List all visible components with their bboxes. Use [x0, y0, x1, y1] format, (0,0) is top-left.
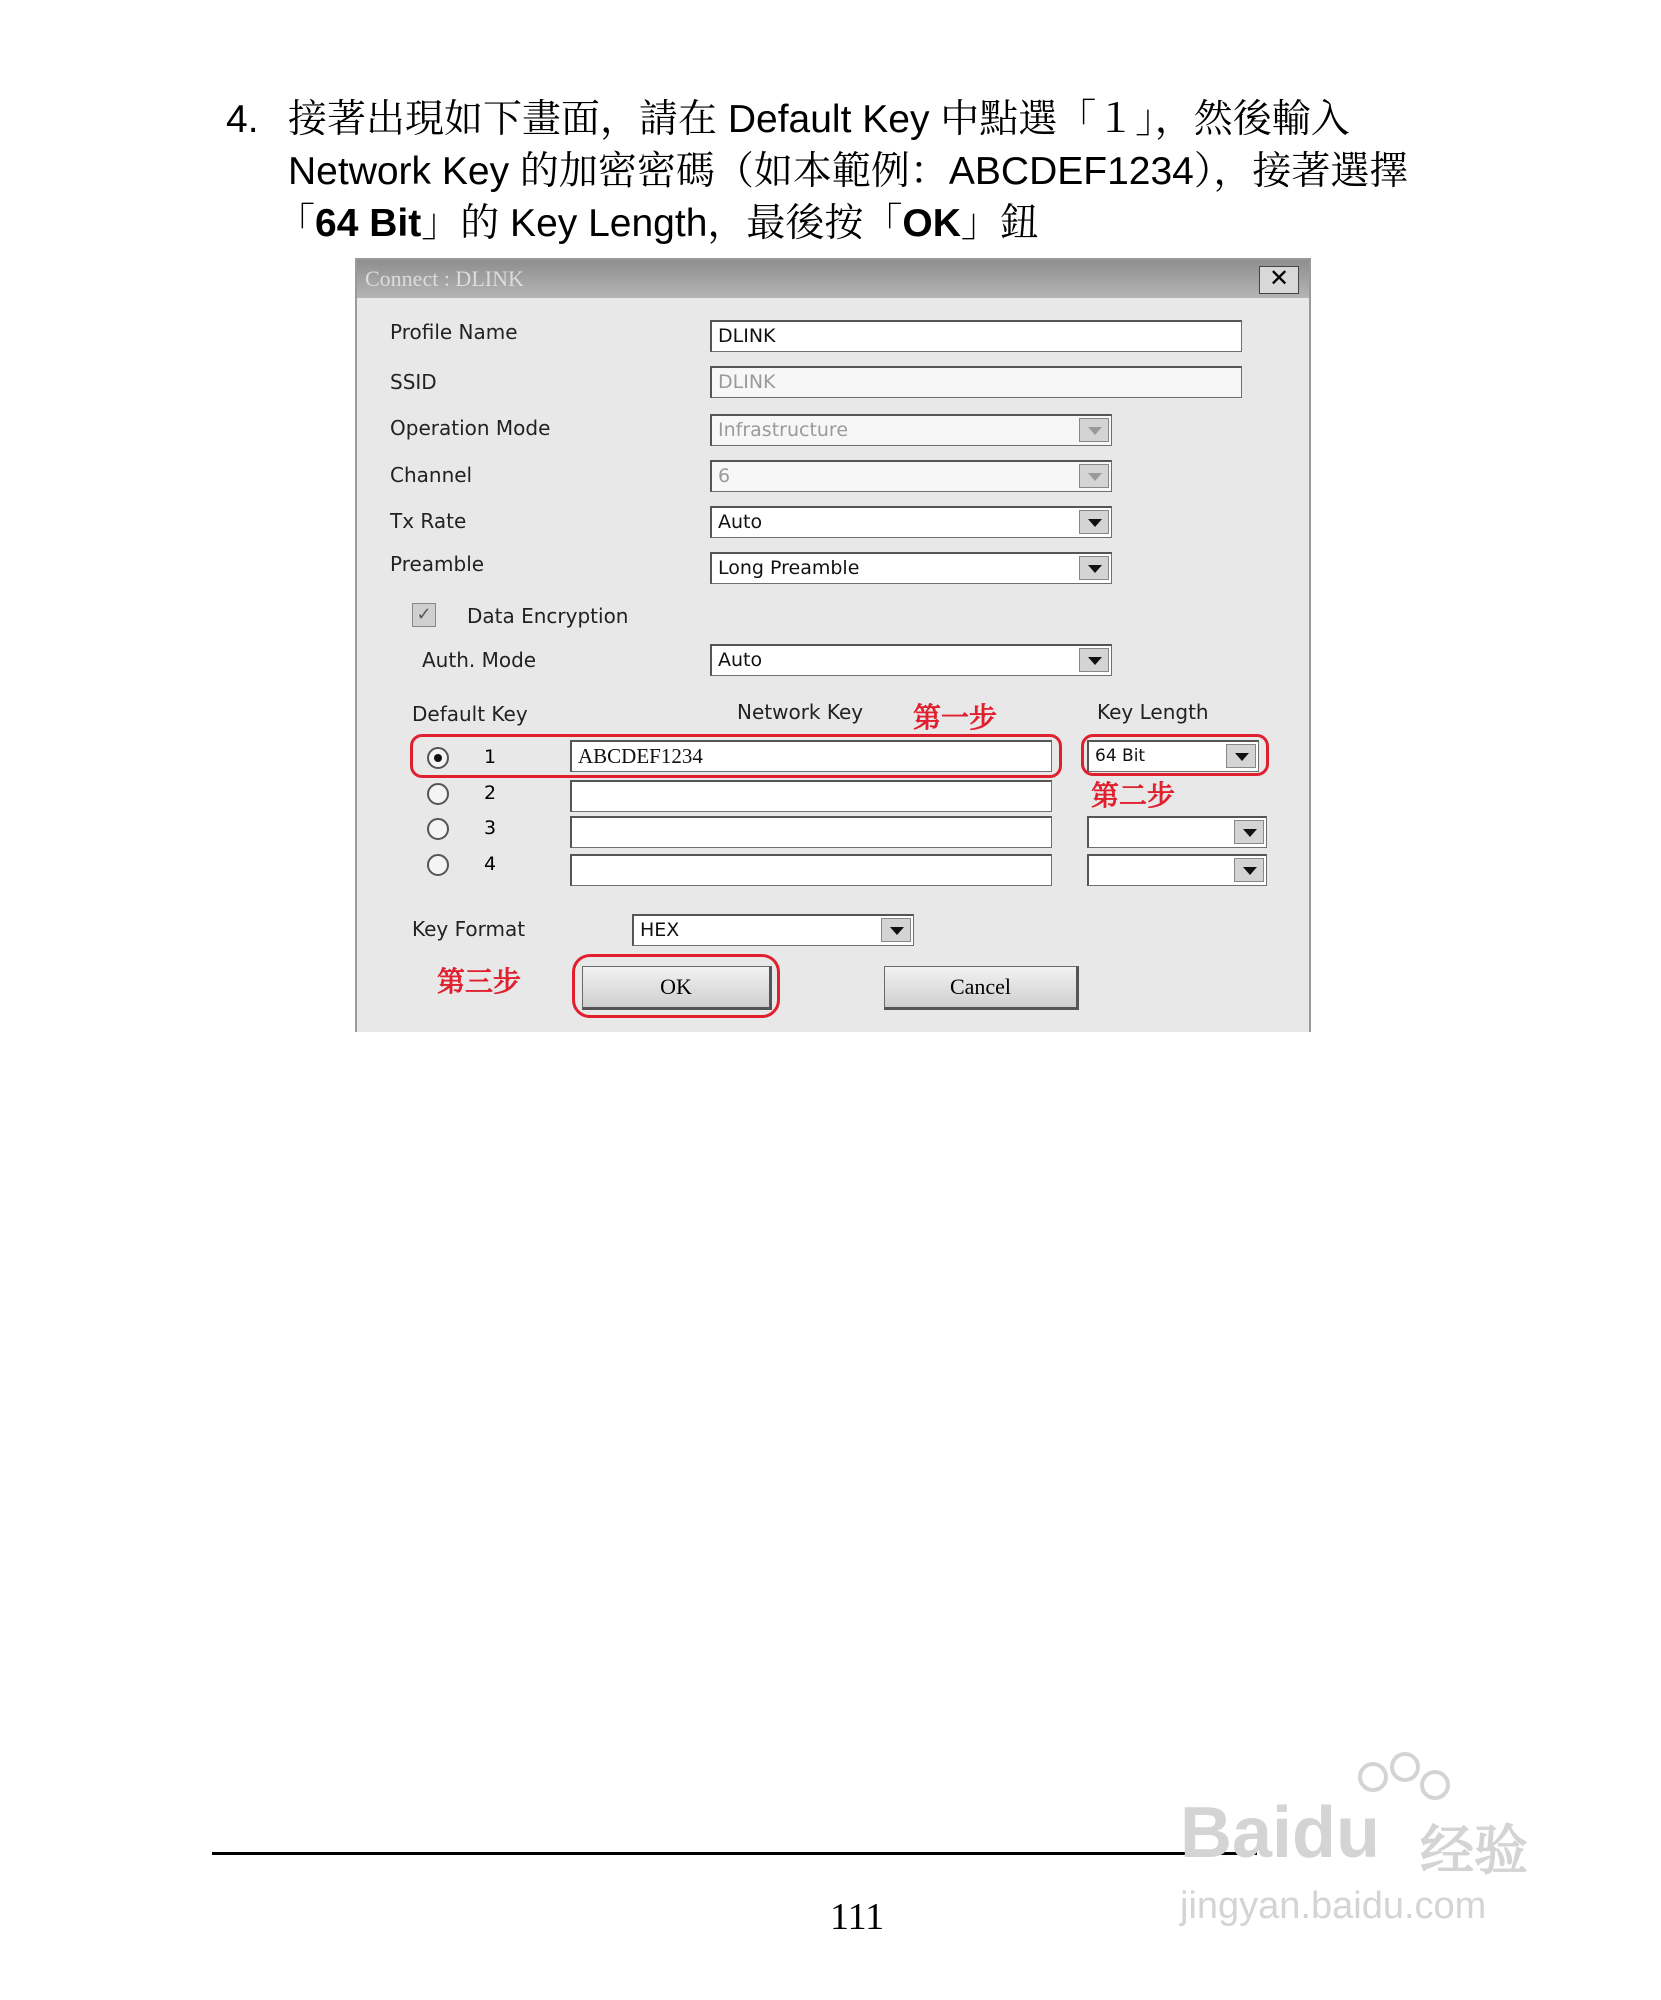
key-3-radio[interactable]	[427, 818, 449, 840]
ssid-label: SSID	[390, 370, 437, 394]
chevron-down-icon[interactable]	[1234, 820, 1264, 844]
chevron-down-icon[interactable]	[1079, 648, 1109, 672]
network-key-4-field[interactable]	[570, 854, 1052, 886]
network-key-3-field[interactable]	[570, 816, 1052, 848]
profile-name-label: Profile Name	[390, 320, 518, 344]
dialog-titlebar	[357, 260, 1309, 298]
watermark-url: jingyan.baidu.com	[1180, 1885, 1487, 1927]
step1-highlight	[410, 734, 1062, 778]
network-key-1-field[interactable]: ABCDEF1234	[570, 740, 1052, 772]
watermark-product: 经验	[1420, 1821, 1528, 1881]
step1-annotation: 第一步	[913, 701, 998, 734]
paw-icon	[1390, 1752, 1420, 1782]
auth-mode-value: Auto	[718, 649, 763, 671]
chevron-down-icon	[1079, 464, 1109, 488]
ssid-field: DLINK	[710, 366, 1242, 398]
chevron-down-icon[interactable]	[1079, 556, 1109, 580]
chevron-down-icon[interactable]	[881, 918, 911, 942]
key-length-4-select[interactable]	[1087, 854, 1267, 886]
key-4-radio[interactable]	[427, 854, 449, 876]
dialog-title: Connect : DLINK	[365, 266, 524, 291]
key-4-index: 4	[484, 853, 497, 875]
channel-label: Channel	[390, 463, 473, 487]
step2-annotation: 第二步	[1091, 779, 1176, 812]
preamble-value: Long Preamble	[718, 557, 860, 579]
connect-dialog	[355, 258, 1311, 1032]
key-format-value: HEX	[640, 919, 680, 941]
bold-64-bit: 64 Bit	[315, 202, 422, 245]
tx-rate-value: Auto	[718, 511, 763, 533]
chevron-down-icon	[1079, 418, 1109, 442]
chevron-down-icon[interactable]	[1079, 510, 1109, 534]
default-key-label: Default Key	[412, 702, 528, 726]
key-2-radio[interactable]	[427, 783, 449, 805]
tx-rate-select[interactable]	[710, 506, 1112, 538]
paw-icon	[1358, 1762, 1388, 1792]
channel-value: 6	[718, 465, 731, 487]
data-encryption-checkbox[interactable]: ✓	[412, 603, 436, 627]
footer-rule	[212, 1852, 1257, 1855]
data-encryption-label: Data Encryption	[467, 604, 629, 628]
profile-name-field[interactable]: DLINK	[710, 320, 1242, 352]
preamble-select[interactable]	[710, 552, 1112, 584]
network-key-label: Network Key	[737, 700, 864, 724]
key-length-1-value: 64 Bit	[1095, 746, 1146, 766]
instruction-line-1: 接著出現如下畫面，請在 Default Key 中點選「１」，然後輸入	[288, 98, 1350, 141]
step3-annotation: 第三步	[437, 965, 522, 998]
instruction-line-2: Network Key 的加密密碼（如本範例：ABCDEF1234），接著選擇	[288, 150, 1409, 193]
key-2-index: 2	[484, 782, 497, 804]
preamble-label: Preamble	[390, 552, 485, 576]
step3-highlight	[572, 954, 780, 1018]
cancel-button[interactable]: Cancel	[884, 966, 1079, 1010]
tx-rate-label: Tx Rate	[390, 509, 467, 533]
key-3-index: 3	[484, 817, 497, 839]
operation-mode-select	[710, 414, 1112, 446]
page-number: 111	[830, 1896, 885, 1938]
instruction-line-3: 「64 Bit」的 Key Length，最後按「OK」鈕	[276, 202, 1039, 245]
channel-select	[710, 460, 1112, 492]
key-length-label: Key Length	[1097, 700, 1209, 724]
key-1-index: 1	[484, 746, 497, 768]
ok-button[interactable]: OK	[582, 966, 772, 1010]
step-number: 4.	[226, 98, 259, 141]
key-format-select[interactable]	[632, 914, 914, 946]
operation-mode-value: Infrastructure	[718, 419, 849, 441]
close-button[interactable]: ✕	[1259, 266, 1299, 294]
paw-icon	[1420, 1770, 1450, 1800]
bold-ok: OK	[902, 202, 961, 245]
step2-highlight	[1081, 734, 1269, 776]
operation-mode-label: Operation Mode	[390, 416, 551, 440]
network-key-2-field[interactable]	[570, 780, 1052, 812]
auth-mode-label: Auth. Mode	[422, 648, 537, 672]
key-format-label: Key Format	[412, 917, 526, 941]
key-length-3-select[interactable]	[1087, 816, 1267, 848]
auth-mode-select[interactable]	[710, 644, 1112, 676]
chevron-down-icon[interactable]	[1234, 858, 1264, 882]
watermark-brand: Baidu	[1180, 1793, 1381, 1873]
